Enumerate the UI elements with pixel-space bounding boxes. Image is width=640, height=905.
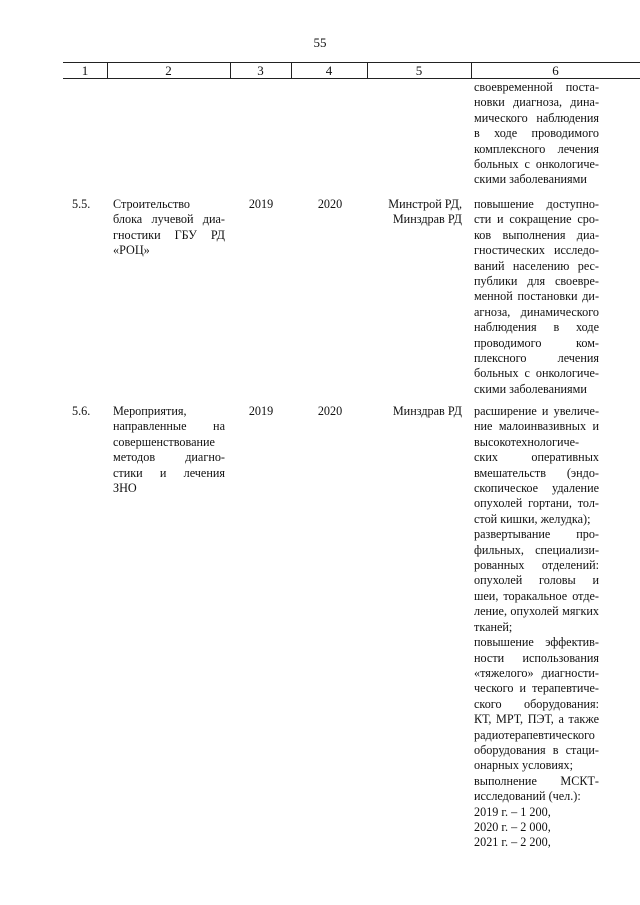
text-line: скими заболеваниями	[474, 381, 587, 396]
text-line: ческого и терапевтиче-	[474, 681, 599, 696]
measure-name	[113, 197, 225, 259]
end-year: 2020	[317, 404, 343, 418]
header-col-1: 1	[81, 63, 89, 78]
header-col-5: 5	[415, 63, 423, 78]
text-line: Строительство	[113, 197, 191, 211]
text-line: 2020 г. – 2 000,	[474, 819, 551, 834]
text-line: ности использования	[474, 650, 599, 665]
row-number: 5.5.	[72, 197, 91, 211]
text-line: больных с онкологиче-	[474, 366, 599, 381]
text-line: наблюдения в ходе	[474, 320, 599, 335]
text-line: новки диагноза, дина-	[474, 95, 599, 110]
text-line: Минстрой РД,	[388, 197, 462, 211]
text-line: ваний населению рес-	[474, 258, 599, 273]
text-line: своевременной поста-	[474, 80, 599, 94]
text-line: опухолей гортани, тол-	[474, 496, 599, 511]
text-line: сти и сокращение сро-	[474, 212, 599, 227]
text-line: фильных, специализи-	[474, 542, 599, 557]
text-line: проводимого ком-	[474, 335, 599, 350]
text-line: комплексного лечения	[474, 141, 599, 156]
responsible	[372, 197, 462, 228]
expected-result	[474, 197, 599, 397]
text-line: ского оборудования:	[474, 696, 599, 711]
header-col-6: 6	[552, 63, 559, 78]
text-line: методов диагно-	[113, 450, 225, 465]
text-line: блока лучевой диа-	[113, 212, 225, 227]
text-line: стой кишки, желудка);	[474, 511, 591, 526]
text-line: скими заболеваниями	[474, 172, 587, 187]
text-line: развертывание про-	[474, 527, 599, 542]
text-line: Минздрав РД	[392, 212, 462, 227]
start-year: 2019	[248, 197, 274, 211]
row-number: 5.6.	[72, 404, 91, 418]
text-line: совершенствование	[113, 434, 215, 449]
text-line: «РОЦ»	[113, 243, 150, 258]
text-line: КТ, МРТ, ПЭТ, а также	[474, 712, 599, 727]
text-line: в ходе проводимого	[474, 126, 599, 141]
start-year: 2019	[248, 404, 274, 418]
text-line: рованных отделений:	[474, 558, 599, 573]
text-line: больных с онкологиче-	[474, 157, 599, 172]
text-line: опухолей головы и	[474, 573, 599, 588]
text-line: плексного лечения	[474, 351, 599, 366]
text-line: расширение и увеличе-	[474, 404, 599, 418]
text-line: гностических исследо-	[474, 243, 599, 258]
measure-name	[113, 404, 225, 496]
text-line: повышение эффектив-	[474, 635, 599, 650]
text-line: оборудования в стаци-	[474, 742, 599, 757]
responsible	[372, 404, 462, 419]
text-line: гностики ГБУ РД	[113, 227, 225, 242]
text-line: шеи, торакальное отде-	[474, 588, 599, 603]
text-line: исследований (чел.):	[474, 789, 581, 804]
text-line: стики и лечения	[113, 465, 225, 480]
text-line: 2021 г. – 2 200,	[474, 835, 551, 850]
text-line: высокотехнологиче-	[474, 434, 580, 449]
header-col-4: 4	[325, 63, 333, 78]
text-line: 2019 г. – 1 200,	[474, 804, 551, 819]
text-line: радиотерапевтического	[474, 727, 595, 742]
text-line: мического наблюдения	[474, 110, 599, 125]
text-line: публики для своевре-	[474, 274, 599, 289]
text-line: ков выполнения диа-	[474, 227, 599, 242]
text-line: ских оперативных	[474, 450, 599, 465]
text-line: Мероприятия,	[113, 404, 187, 418]
text-line: ление, опухолей мягких	[474, 604, 599, 619]
text-line: ние малоинвазивных и	[474, 419, 599, 434]
text-line: выполнение МСКТ-	[474, 773, 599, 788]
text-line: ЗНО	[113, 481, 137, 496]
end-year: 2020	[317, 197, 343, 211]
header-col-3: 3	[257, 63, 264, 78]
text-line: менной постановки ди-	[474, 289, 599, 304]
text-line: скопическое удаление	[474, 481, 599, 496]
continuation-result	[474, 80, 599, 188]
text-line: Минздрав РД	[392, 404, 462, 418]
text-line: вмешательств (эндо-	[474, 465, 599, 480]
text-line: направленные на	[113, 419, 225, 434]
page-number: 55	[313, 35, 327, 50]
text-line: онарных условиях;	[474, 758, 574, 773]
column-number-header	[63, 62, 640, 79]
text-line: повышение доступно-	[474, 197, 599, 211]
expected-result	[474, 404, 599, 851]
text-line: агноза, динамического	[474, 304, 599, 319]
text-line: тканей;	[474, 619, 513, 634]
header-col-2: 2	[165, 63, 172, 78]
text-line: «тяжелого» диагности-	[474, 665, 599, 680]
